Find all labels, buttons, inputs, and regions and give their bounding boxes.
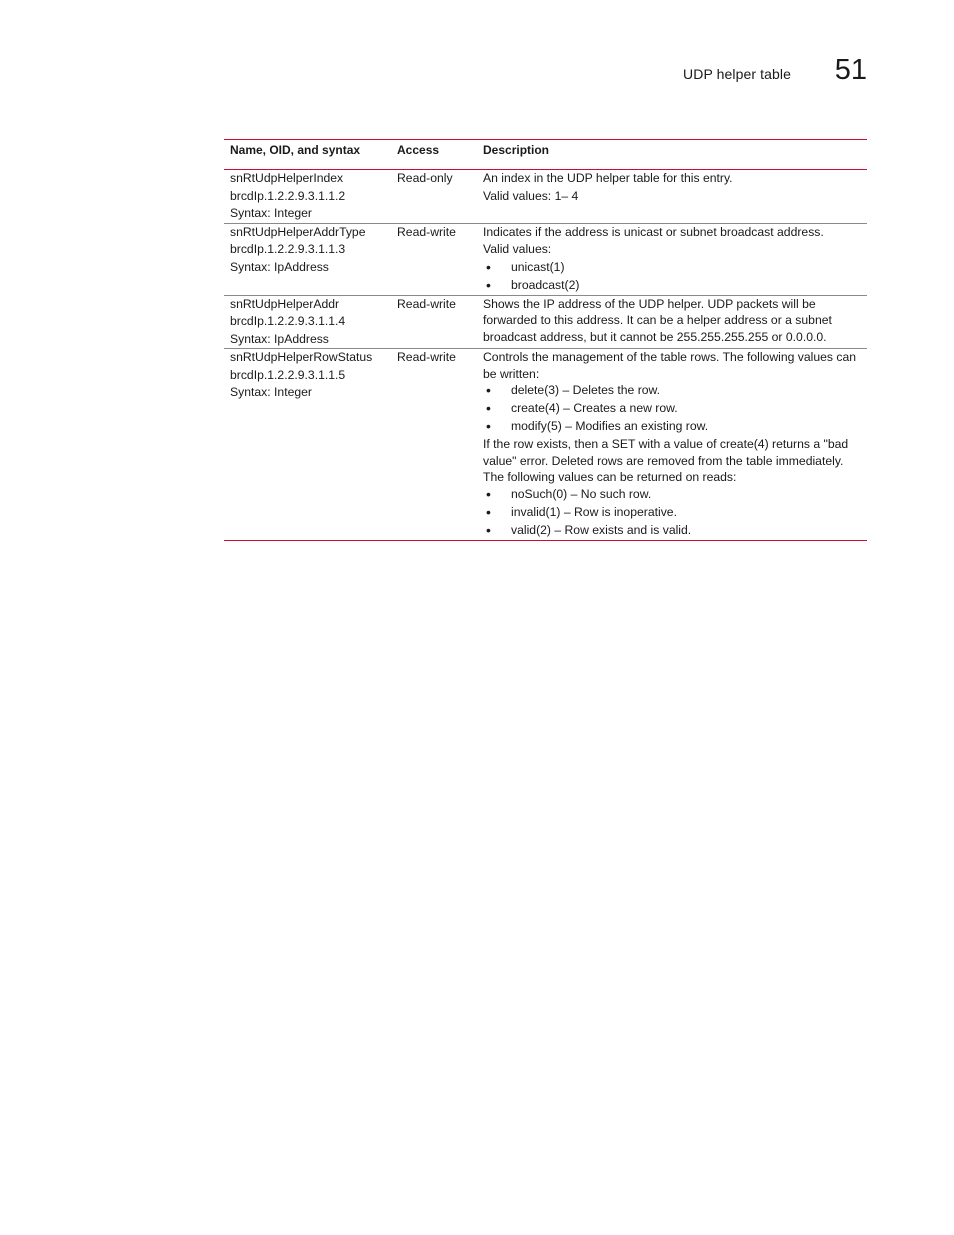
bullet-list [483, 259, 861, 295]
table-row [224, 170, 867, 224]
object-syntax: Syntax: Integer [230, 385, 312, 399]
list-item [483, 486, 861, 504]
bullet-icon: • [486, 382, 491, 398]
table-row [224, 349, 867, 541]
list-item [483, 259, 861, 277]
access-cell: Read-write [391, 223, 477, 295]
list-item [483, 504, 861, 522]
name-cell [224, 170, 391, 224]
description-text: An index in the UDP helper table for this entry. [483, 171, 733, 185]
list-item-text: noSuch(0) – No such row. [511, 486, 652, 501]
bullet-list [483, 486, 861, 540]
object-syntax: Syntax: IpAddress [230, 259, 329, 274]
description-cell [477, 349, 867, 541]
list-item-text: invalid(1) – Row is inoperative. [511, 504, 677, 519]
table-row [224, 295, 867, 349]
list-item-text: delete(3) – Deletes the row. [511, 383, 661, 397]
bullet-icon: • [486, 276, 491, 293]
object-oid: brcdIp.1.2.2.9.3.1.1.3 [230, 242, 346, 256]
object-name: snRtUdpHelperAddr [230, 296, 340, 311]
name-cell [224, 295, 391, 349]
access-cell: Read-only [391, 170, 477, 224]
description-text: Controls the management of the table rows. The following values can be written: [483, 350, 857, 381]
description-cell [477, 295, 867, 349]
mib-object-table [224, 139, 867, 541]
object-name: snRtUdpHelperIndex [230, 171, 344, 185]
description-cell [477, 170, 867, 224]
bullet-icon: • [486, 521, 491, 538]
section-title: UDP helper table [683, 66, 791, 82]
list-item [483, 418, 861, 436]
column-header-name: Name, OID, and syntax [230, 143, 361, 158]
bullet-list [483, 382, 861, 436]
description-text: Valid values: 1– 4 [483, 188, 579, 203]
bullet-icon: • [486, 258, 491, 275]
column-header-description: Description [483, 143, 550, 158]
bullet-icon: • [486, 485, 491, 502]
chapter-number: 51 [834, 54, 867, 86]
description-cell [477, 223, 867, 295]
description-text: Indicates if the address is unicast or subnet broadcast address. [483, 224, 824, 239]
list-item [483, 382, 861, 400]
bullet-icon: • [486, 503, 491, 520]
object-oid: brcdIp.1.2.2.9.3.1.1.2 [230, 188, 346, 203]
list-item [483, 522, 861, 540]
object-name: snRtUdpHelperAddrType [230, 224, 366, 239]
object-name: snRtUdpHelperRowStatus [230, 350, 373, 364]
list-item-text: valid(2) – Row exists and is valid. [511, 522, 692, 537]
object-syntax: Syntax: IpAddress [230, 331, 329, 346]
name-cell [224, 223, 391, 295]
description-text: If the row exists, then a SET with a value of create(4) returns a "bad value" error. Deleted rows are removed from the table immediately. [483, 437, 849, 468]
access-cell: Read-write [391, 349, 477, 541]
table-row [224, 223, 867, 295]
list-item [483, 400, 861, 418]
list-item [483, 277, 861, 295]
object-oid: brcdIp.1.2.2.9.3.1.1.4 [230, 314, 346, 328]
bullet-icon: • [486, 418, 491, 434]
name-cell [224, 349, 391, 541]
bullet-icon: • [486, 400, 491, 416]
table-header-row [224, 140, 867, 170]
object-syntax: Syntax: Integer [230, 206, 312, 220]
list-item-text: broadcast(2) [511, 277, 580, 292]
list-item-text: unicast(1) [511, 259, 565, 274]
object-oid: brcdIp.1.2.2.9.3.1.1.5 [230, 367, 346, 382]
list-item-text: modify(5) – Modifies an existing row. [511, 419, 709, 433]
description-text: The following values can be returned on reads: [483, 470, 737, 484]
running-header [600, 56, 867, 90]
list-item-text: create(4) – Creates a new row. [511, 401, 678, 415]
description-text: Valid values: [483, 242, 552, 256]
access-cell: Read-write [391, 295, 477, 349]
column-header-access: Access [397, 143, 440, 158]
description-text: Shows the IP address of the UDP helper. UDP packets will be forwarded to this address. It can be a helper address or a subnet broadcast address, but it cannot be 255.255.255.255 or 0.0.0.0. [483, 296, 832, 344]
